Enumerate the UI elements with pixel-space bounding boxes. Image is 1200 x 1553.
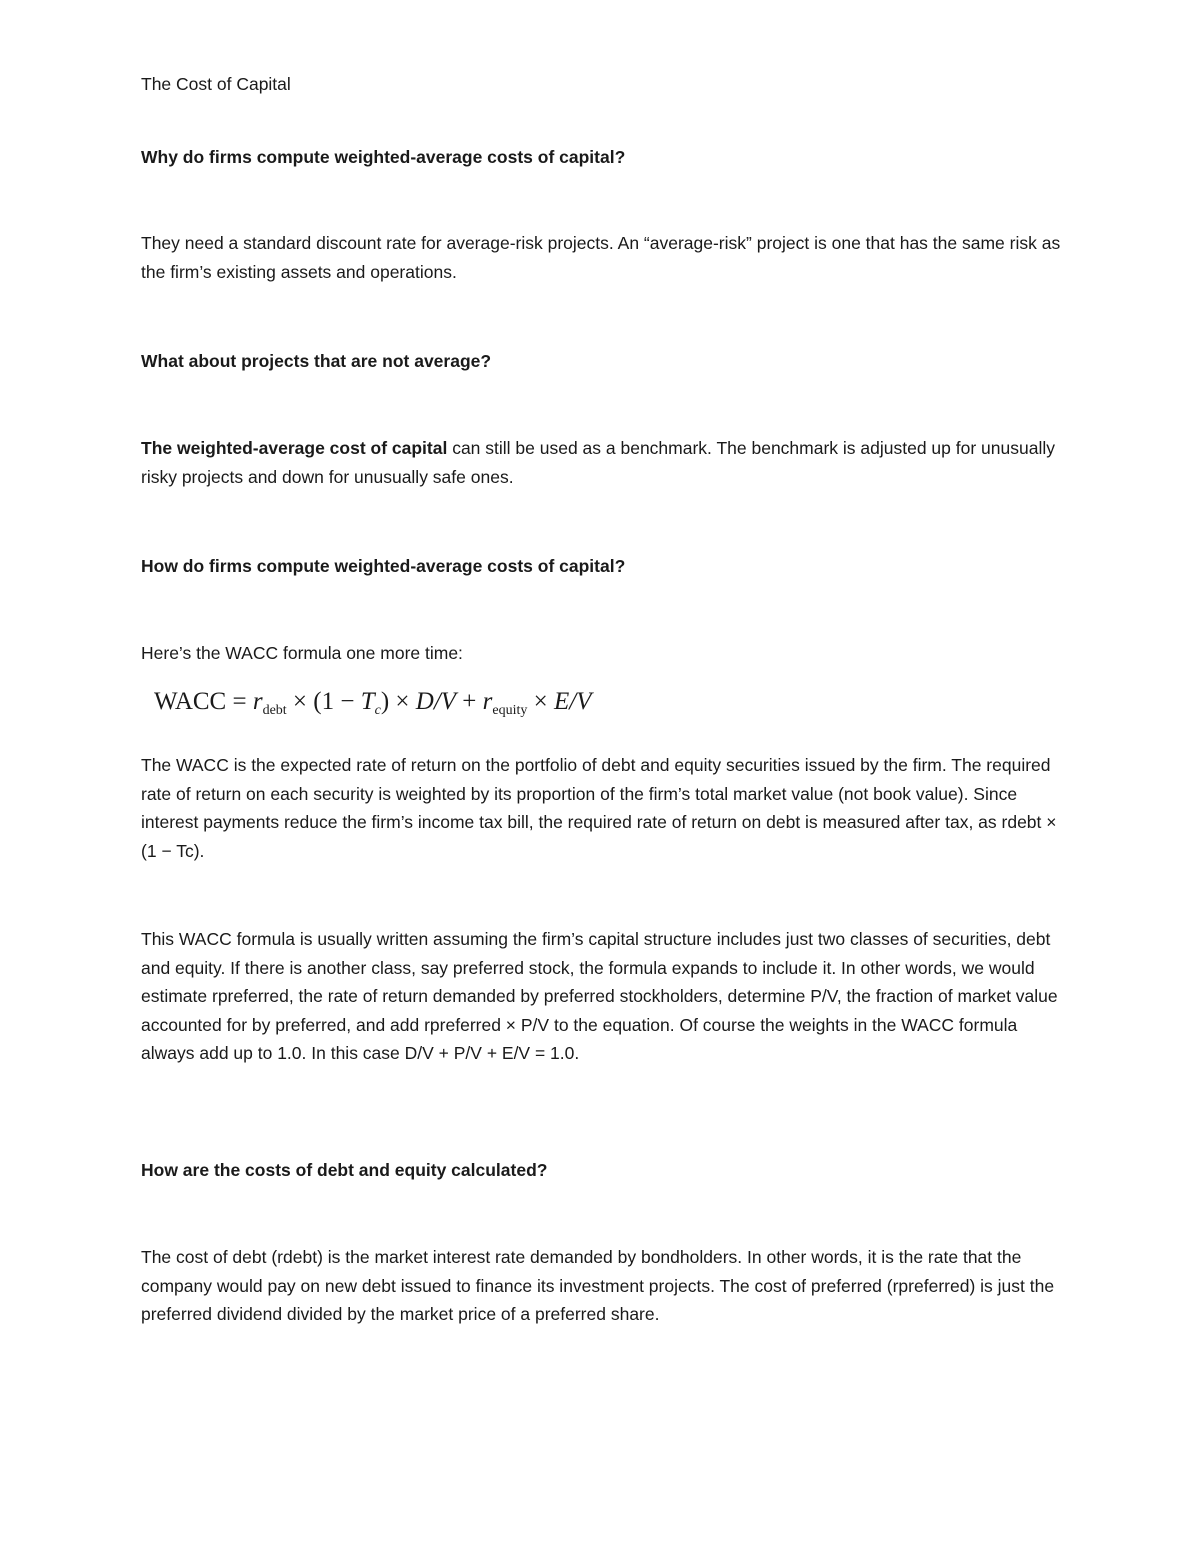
formula-intro: Here’s the WACC formula one more time: (141, 643, 463, 663)
paragraph-benchmark (141, 434, 1066, 491)
wacc-formula: WACC = $r_{debt} \times (1 - T_c) \times D/V + r_{equity} \times E/V$ (154, 688, 592, 718)
document-title: The Cost of Capital (141, 74, 291, 94)
paragraph-average-risk: They need a standard discount rate for average-risk projects. An “average-risk” project is one that has the same risk as the firm’s existing assets and operations. (141, 233, 1061, 282)
heading-not-average: What about projects that are not average? (141, 351, 492, 371)
heading-how-compute: How do firms compute weighted-average costs of capital? (141, 556, 626, 576)
bold-lead-wacc: The weighted-average cost of capital (141, 438, 448, 458)
heading-why-wacc: Why do firms compute weighted-average costs of capital? (141, 147, 626, 167)
paragraph-benchmark-rest: can still be used as a benchmark. The benchmark is adjusted up for unusually risky projects and down for unusually safe ones. (141, 438, 1055, 487)
heading-cost-debt-equity: How are the costs of debt and equity calculated? (141, 1160, 548, 1180)
paragraph-cost-of-debt: The cost of debt (rdebt) is the market interest rate demanded by bondholders. In other words, it is the rate that the company would pay on new debt issued to finance its investment projects. The cost of preferred (rpreferred) is just the preferred dividend divided by the market price of a preferred share. (141, 1247, 1055, 1325)
paragraph-wacc-explained: The WACC is the expected rate of return on the portfolio of debt and equity securities issued by the firm. The required rate of return on each security is weighted by its proportion of the firm’s total market value (not book value). Since interest payments reduce the firm’s income tax bill, the required rate of return on debt is measured after tax, as rdebt × (1 − Tc). (141, 755, 1057, 861)
paragraph-preferred-stock: This WACC formula is usually written assuming the firm’s capital structure includes just two classes of securities, debt and equity. If there is another class, say preferred stock, the formula expands to include it. In other words, we would estimate rpreferred, the rate of return demanded by preferred stockholders, determine P/V, the fraction of market value accounted for by preferred, and add rpreferred × P/V to the equation. Of course the weights in the WACC formula always add up to 1.0. In this case D/V + P/V + E/V = 1.0. (141, 929, 1058, 1064)
